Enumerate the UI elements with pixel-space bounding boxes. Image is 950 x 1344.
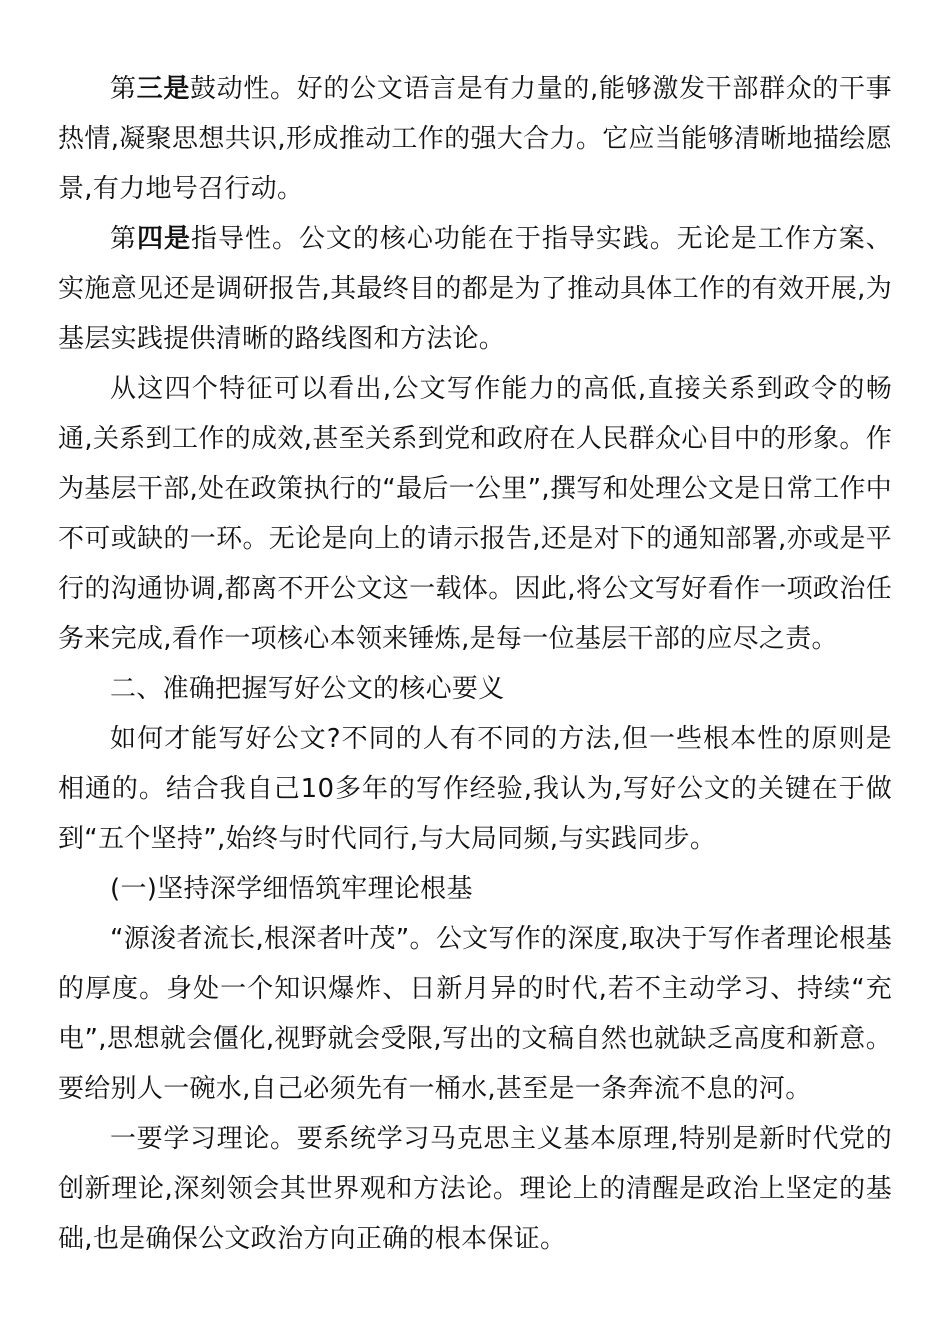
paragraph-fourth-feature bbox=[58, 214, 892, 364]
paragraph-bold-lead: 四是 bbox=[137, 224, 191, 254]
paragraph-third-feature bbox=[58, 64, 892, 214]
subsection-heading: (一)坚持深学细悟筑牢理论根基 bbox=[110, 874, 473, 904]
paragraph-intro: 如何才能写好公文?不同的人有不同的方法,但一些根本性的原则是相通的。结合我自己10多年的写作经验,我认为,写好公文的关键在于做到“五个坚持”,始终与时代同行,与大局同频,与实践同步。 bbox=[58, 724, 892, 854]
paragraph-prefix: 第 bbox=[110, 74, 137, 104]
paragraph-bold-lead: 三是 bbox=[136, 74, 191, 104]
document-page bbox=[58, 64, 892, 1264]
paragraph-theory-root: “源浚者流长,根深者叶茂”。公文写作的深度,取决于写作者理论根基的厚度。身处一个知识爆炸、日新月异的时代,若不主动学习、持续“充电”,思想就会僵化,视野就会受限,写出的文稿自然也就缺乏高度和新意。要给别人一碗水,自己必须先有一桶水,甚至是一条奔流不息的河。 bbox=[58, 924, 892, 1104]
paragraph-study-theory: 一要学习理论。要系统学习马克思主义基本原理,特别是新时代党的创新理论,深刻领会其世界观和方法论。理论上的清醒是政治上坚定的基础,也是确保公文政治方向正确的根本保证。 bbox=[58, 1124, 892, 1254]
section-heading: 二、准确把握写好公文的核心要义 bbox=[110, 674, 505, 704]
paragraph-text: 指导性。公文的核心功能在于指导实践。无论是工作方案、实施意见还是调研报告,其最终目的都是为了推动具体工作的有效开展,为基层实践提供清晰的路线图和方法论。 bbox=[58, 224, 892, 354]
paragraph-text: 鼓动性。好的公文语言是有力量的,能够激发干部群众的干事热情,凝聚思想共识,形成推动工作的强大合力。它应当能够清晰地描绘愿景,有力地号召行动。 bbox=[58, 74, 892, 204]
paragraph-summary: 从这四个特征可以看出,公文写作能力的高低,直接关系到政令的畅通,关系到工作的成效,甚至关系到党和政府在人民群众心目中的形象。作为基层干部,处在政策执行的“最后一公里”,撰写和处理公文是日常工作中不可或缺的一环。无论是向上的请示报告,还是对下的通知部署,亦或是平行的沟通协调,都离不开公文这一载体。因此,将公文写好看作一项政治任务来完成,看作一项核心本领来锤炼,是每一位基层干部的应尽之责。 bbox=[58, 374, 892, 654]
paragraph-prefix: 第 bbox=[110, 224, 137, 254]
